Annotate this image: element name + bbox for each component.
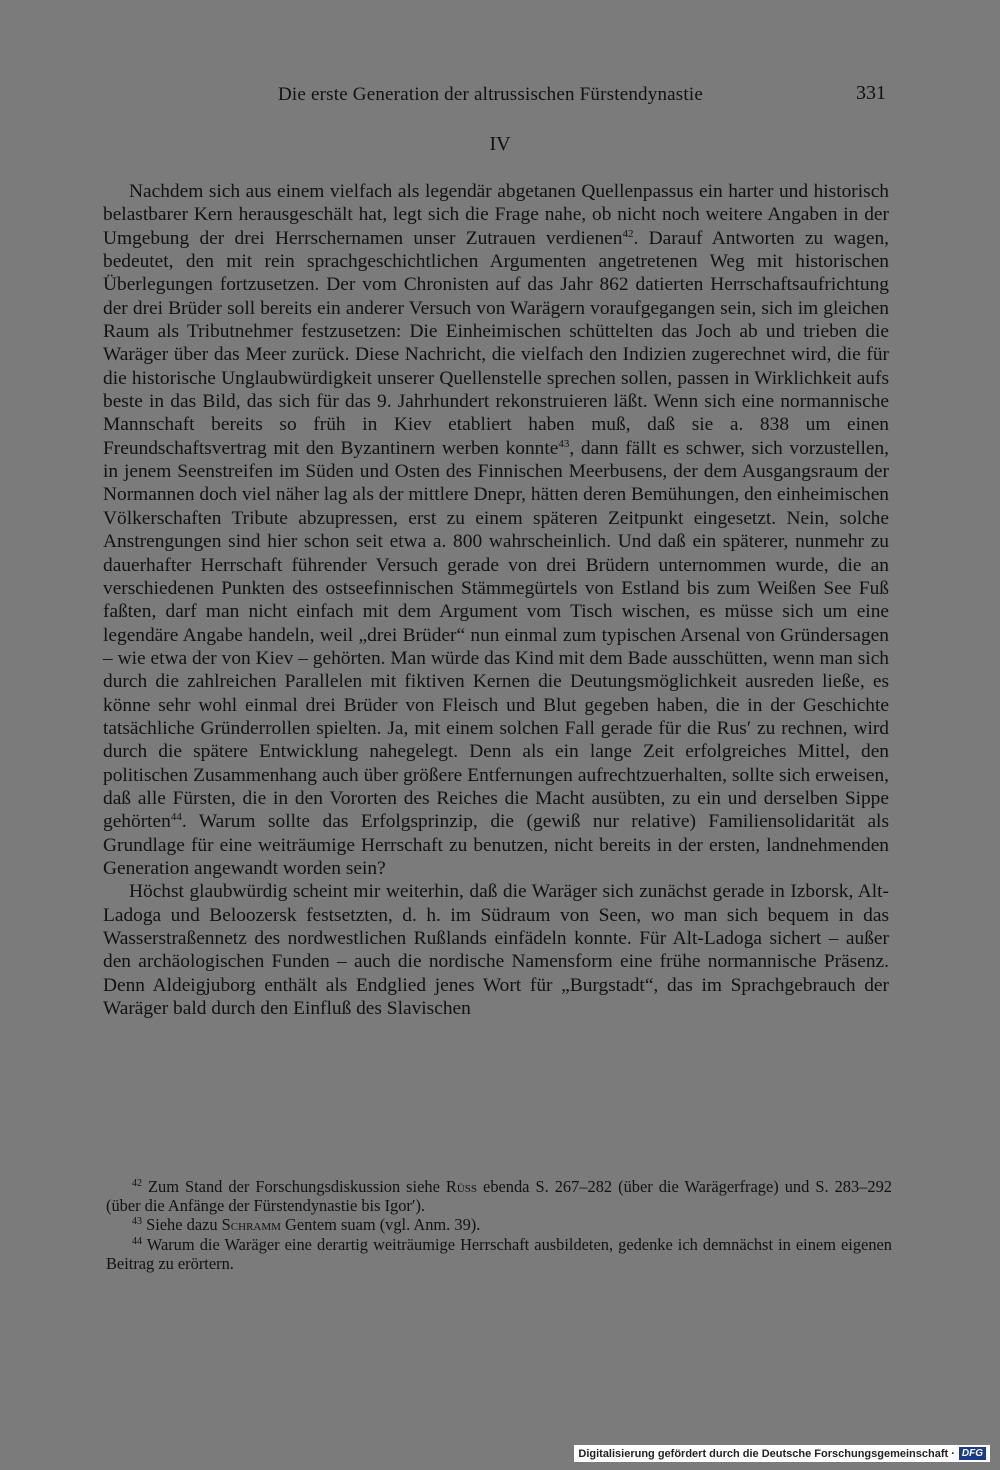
footnote-43 xyxy=(106,1215,892,1234)
footnote-text: Gentem suam (vgl. Anm. 39). xyxy=(285,1215,481,1235)
running-head: Die erste Generation der altrussischen Fürstendynastie xyxy=(278,84,703,105)
digitization-footer xyxy=(574,1445,990,1462)
footnote-44 xyxy=(106,1235,892,1273)
footnote-42 xyxy=(106,1177,892,1215)
paragraph-1-part-a: Nachdem sich aus einem vielfach als legendär abgetanen Quellenpassus ein harter und historisch belastbarer Kern herausgeschält hat, legt sich die Frage nahe, ob nicht noch weitere Angaben in der Umgebung der drei Herrschernamen unser Zutrauen verdienen xyxy=(103,181,889,249)
footnote-text: Warum die Waräger eine derartig weiträumige Herrschaft ausbildeten, gedenke ich demnächst in einem eigenen Beitrag zu erörtern. xyxy=(106,1234,892,1273)
footnote-ref-43[interactable]: 43 xyxy=(558,437,570,450)
footnote-number: 43 xyxy=(132,1216,142,1228)
paragraph-1-part-d: . Warum sollte das Erfolgsprinzip, die (gewiß nur relative) Familiensolidarität als Grundlage für eine weiträumige Herrschaft zu benutzen, nicht bereits in der ersten, landnehmenden Generation angewandt worden sein? xyxy=(103,811,889,879)
footnotes xyxy=(106,1177,892,1273)
footnote-text: Siehe dazu xyxy=(146,1215,218,1235)
section-heading: IV xyxy=(489,133,511,155)
page-number: 331 xyxy=(856,82,886,104)
paragraph-1-part-b: . Darauf Antworten zu wagen, bedeutet, den mit rein sprachgeschichtlichen Argumenten angetretenen Weg mit historischen Überlegungen fortzusetzen. Der vom Chronisten auf das Jahr 862 datierten Herrschaftsaufrichtung der drei Brüder soll bereits ein anderer Versuch von Warägern voraufgegangen sein, sich im gleichen Raum als Tributnehmer festzusetzen: Die Einheimischen schüttelten das Joch ab und trieben die Waräger über das Meer zurück. Diese Nachricht, die vielfach den Indizien zugerechnet wird, die für die historische Unglaubwürdigkeit unserer Quellenstelle sprechen sollen, passen in Wirklichkeit aufs beste in das Bild, das sich für das 9. Jahrhundert rekonstruieren läßt. Wenn sich eine normannische Mannschaft bereits so früh in Kiev etabliert haben muß, daß sie a. 838 um einen Freundschaftsvertrag mit den Byzantinern werben konnte xyxy=(103,227,890,459)
digitization-credit: Digitalisierung gefördert durch die Deutsche Forschungsgemeinschaft · xyxy=(578,1447,955,1460)
paragraph-1-part-c: , dann fällt es schwer, sich vorzustellen, in jenem Seenstreifen im Süden und Osten des Finnischen Meerbusens, der dem Ausgangsraum der Normannen doch viel näher lag als der mittlere Dnepr, hätten deren Bemühungen, den einheimischen Völkerschaften Tribute abzupressen, erst zu einem späteren Zeitpunkt eingesetzt. Nein, solche Anstrengungen sind hier schon seit etwa a. 800 wahrscheinlich. Und daß ein späterer, nunmehr zu dauerhafter Herrschaft führender Versuch gerade von drei Brüdern unternommen wurde, die an verschiedenen Punkten des ostseefinnischen Stämmegürtels von Estland bis zum Weißen See Fuß faßten, darf man nicht einfach mit dem Argument vom Tisch wischen, es müsse sich um eine legendäre Angabe handeln, weil „drei Brüder“ nun einmal zum typischen Arsenal von Gründersagen – wie etwa der von Kiev – gehörten. Man würde das Kind mit dem Bade ausschütten, wenn man sich durch die zahlreichen Parallelen mit fiktiven Kernen die Deutungsmöglichkeit ausreden ließe, es könne sehr wohl einmal drei Brüder von Fleisch und Blut gegeben haben, die in der Geschichte tatsächliche Gründerrollen spielten. Ja, mit einem solchen Fall gerade für die Rusʹ zu rechnen, wird durch die spätere Entwicklung nahegelegt. Denn als ein lange Zeit erfolgreiches Mittel, den politischen Zusammenhang auch über größere Entfernungen aufrechtzuerhalten, sollte sich erweisen, daß alle Fürsten, die in den Vororten des Reiches die Macht ausübten, zu ein und derselben Sippe gehörten xyxy=(103,437,889,833)
footnote-number: 42 xyxy=(132,1178,142,1189)
footnote-ref-42[interactable]: 42 xyxy=(622,227,634,240)
footnote-text: ebenda S. 267–282 (über die Warägerfrage) und S. 283–292 (über die Anfänge der Fürstendynastie bis Igorʹ). xyxy=(106,1177,892,1216)
paragraph-2: Höchst glaubwürdig scheint mir weiterhin, daß die Waräger sich zunächst gerade in Izborsk, Alt-Ladoga und Beloozersk festsetzten, d. h. im Südraum von Seen, wo man sich bequem in das Wasserstraßennetz des nordwestlichen Rußlands einfädeln konnte. Für Alt-Ladoga sichert – außer den archäologischen Funden – auch die nordische Namensform eine frühe normannische Präsenz. Denn Aldeigjuborg enthält als Endglied jenes Wort für „Burgstadt“, das im Sprachgebrauch der Waräger bald durch den Einfluß des Slavischen xyxy=(103,881,889,1020)
footnote-ref-44[interactable]: 44 xyxy=(170,811,182,824)
dfg-logo: DFG xyxy=(959,1447,986,1460)
body-text xyxy=(103,180,889,1020)
footnote-number: 44 xyxy=(132,1235,142,1247)
author-name: Rüss xyxy=(445,1177,478,1196)
paragraph-1 xyxy=(103,180,889,880)
author-name: Schramm xyxy=(221,1215,281,1235)
footnote-text: Zum Stand der Forschungsdiskussion siehe xyxy=(148,1177,440,1196)
